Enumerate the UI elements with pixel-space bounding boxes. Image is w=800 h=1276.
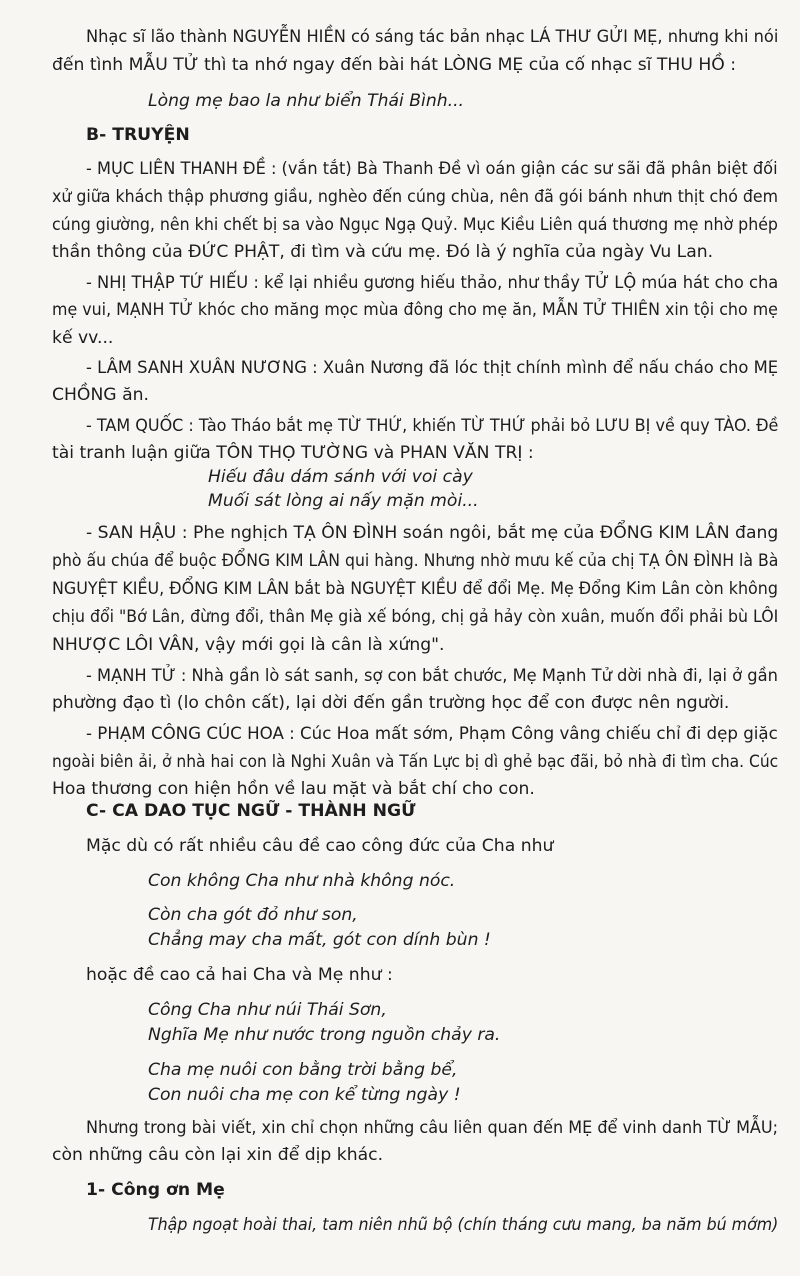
verse-1: Con không Cha như nhà không nóc. — [148, 871, 456, 891]
intro-quote: Lòng mẹ bao la như biển Thái Bình... — [148, 91, 464, 111]
section-b-heading: B- TRUYỆN — [86, 125, 190, 145]
p1-line-4: thần thông của ĐỨC PHẬT, đi tìm và cứu mẹ. Đó là ý nghĩa của ngày Vu Lan. — [52, 242, 714, 262]
verse-4-line-1: Cha mẹ nuôi con bằng trời bằng bể, — [148, 1060, 458, 1080]
p3-line-1: - LÂM SANH XUÂN NƯƠNG : Xuân Nương đã lóc thịt chính mình để nấu cháo cho MẸ — [86, 358, 779, 378]
verse-2-line-2: Chẳng may cha mất, gót con dính bùn ! — [148, 930, 491, 950]
p2-line-1: - NHỊ THẬP TỨ HIẾU : kể lại nhiều gương hiếu thảo, như thầy TỬ LỘ múa hát cho cha — [86, 273, 779, 293]
verse-3-line-1: Công Cha như núi Thái Sơn, — [148, 1000, 387, 1020]
p1-line-1: - MỤC LIÊN THANH ĐỀ : (vắn tắt) Bà Thanh Đề vì oán giận các sư sãi đã phân biệt đối — [86, 159, 778, 179]
p4-line-2: tài tranh luận giữa TÔN THỌ TƯỜNG và PHAN VĂN TRỊ : — [52, 443, 534, 463]
p5-line-2: phò ấu chúa để buộc ĐỔNG KIM LÂN qui hàng. Nhưng nhờ mưu kế của chị TẠ ÔN ĐÌNH là Bà — [52, 551, 779, 571]
intro-line-1: Nhạc sĩ lão thành NGUYỄN HIỀN có sáng tác bản nhạc LÁ THƯ GỬI MẸ, nhưng khi nói — [86, 27, 779, 47]
p1-line-3: cúng giường, nên khi chết bị sa vào Ngục Ngạ Quỷ. Mục Kiều Liên quá thương mẹ nhờ phép — [52, 215, 778, 235]
p4-verse-1: Hiếu đâu dám sánh với voi cày — [208, 467, 473, 487]
sub-1-heading: 1- Công ơn Mẹ — [86, 1180, 225, 1200]
p7-line-3: Hoa thương con hiện hồn về lau mặt và bắt chí cho con. — [52, 779, 535, 799]
p5-line-3: NGUYỆT KIỀU, ĐỔNG KIM LÂN bắt bà NGUYỆT KIỀU để đổi Mẹ. Mẹ Đổng Kim Lân còn không — [52, 579, 778, 599]
intro-line-2: đến tình MẪU TỬ thì ta nhớ ngay đến bài hát LÒNG MẸ của cố nhạc sĩ THU HỒ : — [52, 55, 737, 75]
section-c-intro: Mặc dù có rất nhiều câu đề cao công đức của Cha như — [86, 836, 554, 856]
p2-line-3: kế vv... — [52, 328, 114, 348]
section-c-mid: hoặc đề cao cả hai Cha và Mẹ như : — [86, 965, 393, 985]
p5-line-5: NHƯỢC LÔI VÂN, vậy mới gọi là cân là xứng". — [52, 635, 445, 655]
p4-line-1: - TAM QUỐC : Tào Tháo bắt mẹ TỪ THỨ, khiến TỪ THỨ phải bỏ LƯU BỊ về quy TÀO. Đề — [86, 416, 779, 436]
p6-line-2: phường đạo tì (lo chôn cất), lại dời đến gần trường học để con được nên người. — [52, 693, 730, 713]
p4-verse-2: Muối sát lòng ai nấy mặn mòi... — [208, 491, 479, 511]
p6-line-1: - MẠNH TỬ : Nhà gần lò sát sanh, sợ con bắt chước, Mẹ Mạnh Tử dời nhà đi, lại ở gần — [86, 666, 778, 686]
closing-line-2: còn những câu còn lại xin để dịp khác. — [52, 1145, 384, 1165]
p5-line-4: chịu đổi "Bớ Lân, đừng đổi, thân Mẹ già xế bóng, chị gả hảy còn xuân, muốn đổi phải bù LÔI — [52, 607, 779, 627]
p7-line-1: - PHẠM CÔNG CÚC HOA : Cúc Hoa mất sớm, Phạm Công vâng chiếu chỉ đi dẹp giặc — [86, 724, 778, 744]
closing-line-1: Nhưng trong bài viết, xin chỉ chọn những câu liên quan đến MẸ để vinh danh TỪ MẪU; — [86, 1118, 779, 1138]
p7-line-2: ngoài biên ải, ở nhà hai con là Nghi Xuân và Tấn Lực bị dì ghẻ bạc đãi, bỏ nhà đi tìm cha. Cúc — [52, 752, 779, 772]
verse-3-line-2: Nghĩa Mẹ như nước trong nguồn chảy ra. — [148, 1025, 501, 1045]
verse-2-line-1: Còn cha gót đỏ như son, — [148, 905, 358, 925]
p1-line-2: xử giữa khách thập phương giầu, nghèo đến cúng chùa, nên đã gói bánh nhưn thịt chó đem — [52, 187, 779, 207]
section-c-heading: C- CA DAO TỤC NGỮ - THÀNH NGỮ — [86, 801, 416, 821]
sub-1-line: Thập ngoạt hoài thai, tam niên nhũ bộ (chín tháng cưu mang, ba năm bú mớm) — [148, 1215, 779, 1235]
p2-line-2: mẹ vui, MẠNH TỬ khóc cho măng mọc mùa đông cho mẹ ăn, MẪN TỬ THIÊN xin tội cho mẹ — [52, 300, 778, 320]
verse-4-line-2: Con nuôi cha mẹ con kể từng ngày ! — [148, 1085, 461, 1105]
p3-line-2: CHỒNG ăn. — [52, 385, 149, 405]
p5-line-1: - SAN HẬU : Phe nghịch TẠ ÔN ĐÌNH soán ngôi, bắt mẹ của ĐỔNG KIM LÂN đang — [86, 523, 779, 543]
